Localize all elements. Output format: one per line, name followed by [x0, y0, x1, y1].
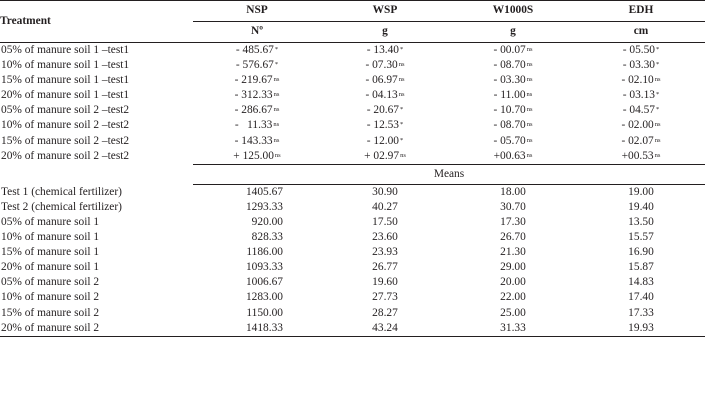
cell-value: - 485.67 — [235, 44, 274, 56]
cell-value: +00.53 — [621, 149, 654, 162]
comparison-row — [0, 134, 705, 149]
cell-value: - 312.33 — [234, 89, 273, 102]
means-header-body — [0, 164, 705, 184]
significance-mark: ns — [526, 136, 533, 144]
means-cell: 1186.00 — [246, 246, 283, 259]
means-cell: 30.90 — [372, 185, 398, 198]
unit-nsp: Nº — [193, 22, 321, 43]
row-label: 10% of manure soil 2 — [1, 291, 100, 304]
cell-value: - 07.30 — [365, 59, 398, 72]
comparison-row — [0, 43, 705, 59]
means-cell: 19.93 — [577, 321, 705, 337]
means-cell: 23.60 — [372, 231, 398, 244]
means-row — [0, 321, 705, 337]
means-cell: 1150.00 — [246, 306, 283, 319]
significance-mark: ns — [526, 46, 533, 53]
comparison-row — [0, 103, 705, 118]
col-header-wsp: WSP — [321, 1, 449, 22]
means-cell: 1293.33 — [245, 200, 283, 213]
comparison-cell — [321, 88, 449, 103]
comparison-cell — [321, 58, 449, 73]
cell-value: - 11.00 — [493, 89, 526, 102]
row-label: 15% of manure soil 1 –test1 — [1, 74, 130, 87]
cell-value: +00.63 — [493, 149, 526, 162]
comparison-cell — [321, 134, 449, 149]
means-cell: 17.50 — [372, 215, 398, 228]
significance-mark: ns — [526, 121, 533, 129]
comparison-cell — [193, 118, 321, 133]
means-cell: 1093.33 — [245, 261, 283, 274]
comparison-cell — [193, 43, 321, 59]
comparison-cell — [577, 149, 705, 165]
significance-mark: * — [656, 61, 660, 69]
cell-value: - 10.70 — [493, 104, 526, 117]
significance-mark: ns — [654, 136, 661, 144]
means-row — [0, 260, 705, 275]
means-cell: 26.70 — [500, 231, 526, 244]
significance-mark: ns — [400, 151, 406, 159]
means-cell: 20.00 — [500, 276, 526, 289]
header-row — [0, 1, 705, 22]
col-header-edh: EDH — [577, 1, 705, 22]
cell-value: - 03.13 — [622, 89, 656, 102]
comparison-cell — [449, 88, 577, 103]
means-row — [0, 290, 705, 305]
row-label: Test 1 (chemical fertilizer) — [1, 185, 122, 198]
means-spacer — [0, 164, 193, 184]
comparisons-body — [0, 43, 705, 165]
means-cell: 19.60 — [372, 276, 398, 289]
significance-mark: ns — [273, 76, 280, 84]
row-label: 15% of manure soil 2 — [1, 306, 100, 319]
means-cell: 21.30 — [500, 246, 526, 259]
comparison-cell — [449, 103, 577, 118]
means-cell: 13.50 — [628, 215, 654, 228]
unit-wsp: g — [321, 22, 449, 43]
significance-mark: ns — [273, 106, 280, 114]
row-label: 10% of manure soil 2 –test2 — [1, 119, 130, 132]
significance-mark: * — [274, 46, 279, 53]
comparison-cell — [321, 118, 449, 133]
means-cell: 30.70 — [500, 200, 526, 213]
means-row — [0, 245, 705, 260]
cell-value: - 11.33 — [234, 119, 273, 132]
means-row — [0, 306, 705, 321]
means-header-row — [0, 164, 705, 184]
significance-mark: ns — [274, 151, 281, 159]
unit-edh: cm — [577, 22, 705, 43]
comparison-cell — [577, 88, 705, 103]
means-cell: 43.24 — [321, 321, 449, 337]
cell-value: - 03.30 — [622, 59, 656, 72]
comparison-cell — [449, 43, 577, 59]
means-cell: 19.00 — [628, 185, 654, 198]
significance-mark: ns — [526, 61, 533, 69]
means-row — [0, 184, 705, 200]
means-cell: 29.00 — [500, 261, 526, 274]
comparison-row — [0, 88, 705, 103]
significance-mark: ns — [398, 91, 405, 99]
comparison-cell — [449, 149, 577, 165]
row-label: 05% of manure soil 2 — [1, 276, 100, 289]
cell-value: - 20.67 — [366, 104, 400, 117]
significance-mark: * — [400, 46, 404, 53]
cell-value: - 143.33 — [234, 134, 273, 147]
cell-value: - 12.00 — [366, 134, 400, 147]
significance-mark: ns — [654, 121, 661, 129]
comparison-cell — [321, 149, 449, 165]
means-cell: 23.93 — [372, 246, 398, 259]
means-cell: 1405.67 — [245, 185, 283, 198]
means-label: Means — [193, 164, 705, 184]
comparison-row — [0, 73, 705, 88]
significance-mark: * — [400, 106, 404, 114]
means-cell: 28.27 — [372, 306, 398, 319]
means-cell: 22.00 — [500, 291, 526, 304]
comparison-cell — [193, 88, 321, 103]
comparison-cell — [449, 73, 577, 88]
significance-mark: * — [656, 106, 660, 114]
comparison-cell — [449, 58, 577, 73]
significance-mark: ns — [398, 61, 405, 69]
cell-value: - 08.70 — [493, 59, 526, 72]
significance-mark: ns — [526, 76, 533, 84]
comparison-cell — [449, 134, 577, 149]
comparison-cell — [193, 149, 321, 165]
means-cell: 15.57 — [628, 231, 654, 244]
cell-value: - 02.00 — [621, 119, 654, 132]
means-cell: 18.00 — [500, 185, 526, 198]
comparison-cell — [321, 103, 449, 118]
cell-value: - 219.67 — [234, 74, 273, 87]
significance-mark: * — [656, 46, 660, 53]
comparison-row — [0, 58, 705, 73]
treatment-header: Treatment — [0, 1, 193, 43]
cell-value: - 08.70 — [493, 119, 526, 132]
cell-value: - 06.97 — [365, 74, 398, 87]
row-label: 15% of manure soil 1 — [1, 246, 100, 259]
comparison-cell — [193, 58, 321, 73]
cell-value: - 04.13 — [365, 89, 398, 102]
cell-value: - 00.07 — [493, 44, 526, 56]
means-cell: 40.27 — [372, 200, 398, 213]
means-body — [0, 184, 705, 336]
row-label: 15% of manure soil 2 –test2 — [1, 134, 130, 147]
means-cell: 31.33 — [449, 321, 577, 337]
row-label: 10% of manure soil 1 –test1 — [1, 59, 130, 72]
means-cell: 15.87 — [628, 261, 654, 274]
means-cell: 1418.33 — [193, 321, 321, 337]
means-row — [0, 230, 705, 245]
cell-value: + 02.97 — [364, 149, 400, 162]
col-header-w1000s: W1000S — [449, 1, 577, 22]
comparison-cell — [577, 58, 705, 73]
means-cell: 1006.67 — [245, 276, 283, 289]
comparison-cell — [321, 73, 449, 88]
row-label: 05% of manure soil 2 –test2 — [1, 104, 130, 117]
comparison-cell — [193, 103, 321, 118]
comparison-row — [0, 149, 705, 165]
means-cell: 14.83 — [628, 276, 654, 289]
significance-mark: ns — [526, 106, 533, 114]
significance-mark: ns — [526, 91, 533, 99]
significance-mark: * — [274, 61, 279, 69]
means-cell: 17.30 — [500, 215, 526, 228]
row-label: 10% of manure soil 1 — [1, 231, 100, 244]
cell-value: - 02.07 — [621, 134, 654, 147]
comparison-cell — [321, 43, 449, 59]
comparison-cell — [577, 134, 705, 149]
row-label: 20% of manure soil 1 — [1, 261, 100, 274]
significance-mark: * — [400, 136, 404, 144]
means-cell: 26.77 — [372, 261, 398, 274]
comparison-cell — [193, 73, 321, 88]
comparison-cell — [193, 134, 321, 149]
significance-mark: ns — [654, 76, 661, 84]
means-cell: 25.00 — [500, 306, 526, 319]
means-row — [0, 200, 705, 215]
cell-value: - 576.67 — [235, 59, 274, 72]
comparison-cell — [577, 43, 705, 59]
means-row — [0, 275, 705, 290]
comparison-cell — [577, 103, 705, 118]
means-cell: 27.73 — [372, 291, 398, 304]
means-cell: 16.90 — [628, 246, 654, 259]
means-cell: 1283.00 — [245, 291, 283, 304]
row-label: 05% of manure soil 1 — [1, 215, 100, 228]
row-label: 20% of manure soil 2 — [0, 321, 193, 337]
row-label: Test 2 (chemical fertilizer) — [1, 200, 122, 213]
row-label: 05% of manure soil 1 –test1 — [1, 44, 130, 56]
means-row — [0, 215, 705, 230]
means-cell: 17.40 — [628, 291, 654, 304]
means-cell: 17.33 — [628, 306, 654, 319]
comparison-cell — [449, 118, 577, 133]
significance-mark: * — [400, 121, 404, 129]
cell-value: - 03.30 — [493, 74, 526, 87]
significance-mark: ns — [398, 76, 405, 84]
significance-mark: ns — [273, 91, 280, 99]
cell-value: + 125.00 — [233, 149, 274, 162]
cell-value: - 05.70 — [493, 134, 526, 147]
significance-mark: ns — [526, 151, 533, 159]
comparison-cell — [577, 73, 705, 88]
row-label: 20% of manure soil 1 –test1 — [1, 89, 130, 102]
comparison-cell — [577, 118, 705, 133]
significance-mark: ns — [273, 121, 280, 129]
means-cell: 828.33 — [251, 231, 283, 244]
cell-value: - 04.57 — [622, 104, 656, 117]
cell-value: - 02.10 — [621, 74, 654, 87]
cell-value: - 13.40 — [366, 44, 400, 56]
significance-mark: ns — [654, 151, 661, 159]
means-cell: 19.40 — [628, 200, 654, 213]
significance-mark: ns — [273, 136, 280, 144]
comparison-row — [0, 118, 705, 133]
cell-value: - 05.50 — [622, 44, 656, 56]
significance-mark: * — [656, 91, 660, 99]
row-label: 20% of manure soil 2 –test2 — [1, 149, 130, 162]
cell-value: - 12.53 — [366, 119, 400, 132]
cell-value: - 286.67 — [234, 104, 273, 117]
means-cell: 920.00 — [251, 215, 283, 228]
col-header-nsp: NSP — [193, 1, 321, 22]
unit-w1000s: g — [449, 22, 577, 43]
